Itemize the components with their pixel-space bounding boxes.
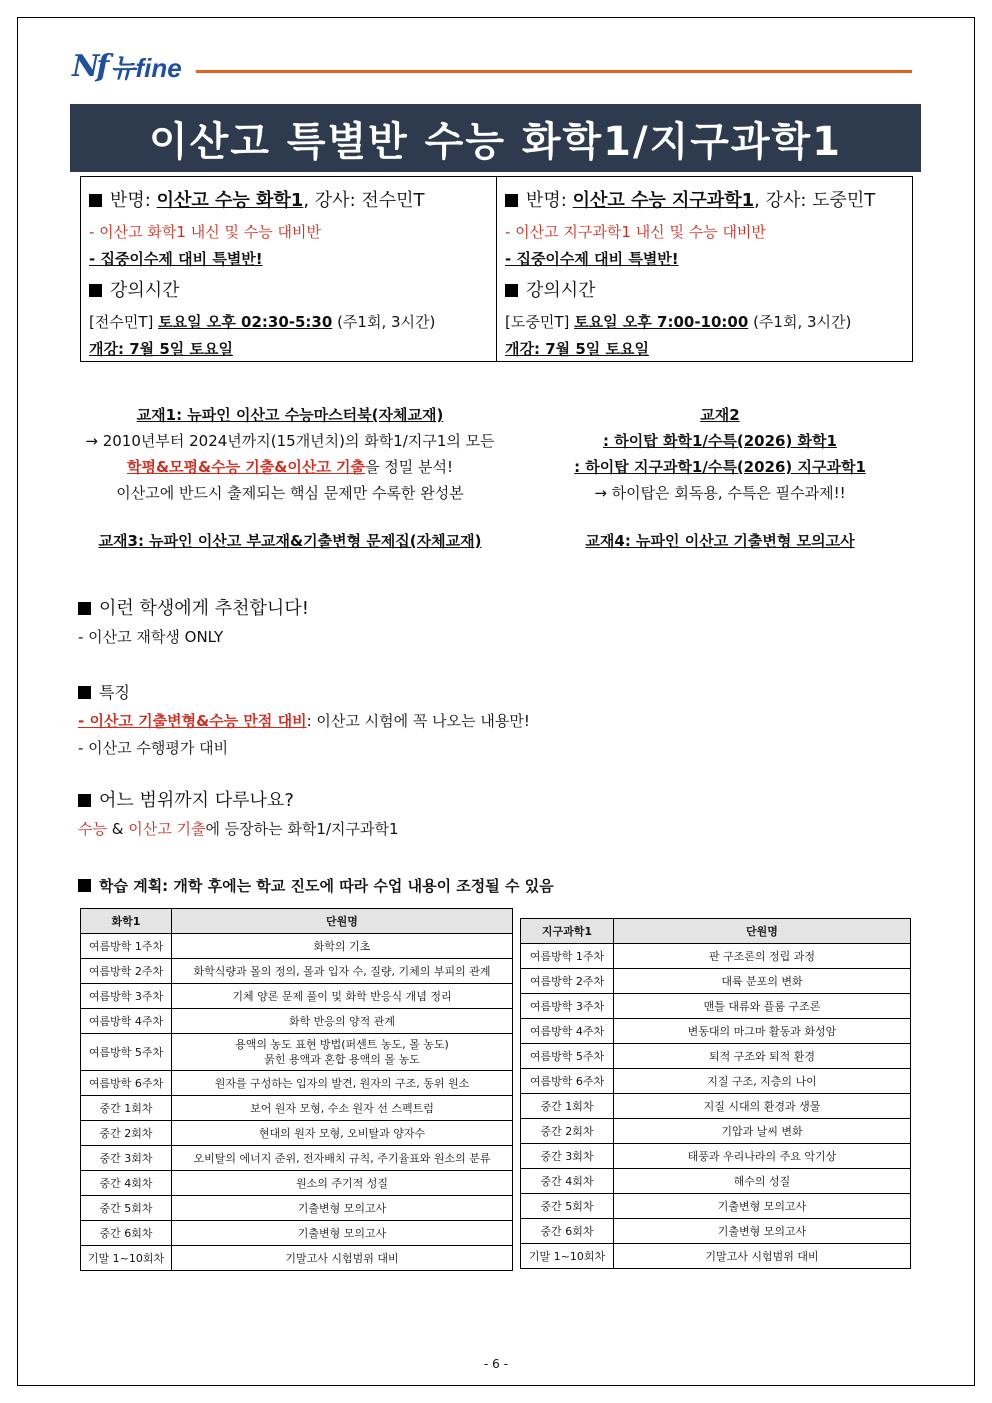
table-row xyxy=(81,1121,513,1146)
table-row xyxy=(81,1146,513,1171)
earth-science-schedule-table xyxy=(520,918,911,1269)
table-row xyxy=(521,1119,911,1144)
table-row xyxy=(81,1096,513,1121)
unit-cell: 원소의 주기적 성질 xyxy=(172,1171,513,1196)
textbook-2-item: : 하이탑 화학1/수특(2026) 화학1 xyxy=(603,432,837,450)
unit-cell: 퇴적 구조와 퇴적 환경 xyxy=(614,1044,911,1069)
logo-mark: Nf xyxy=(72,48,107,84)
session-cell: 중간 2회차 xyxy=(521,1119,614,1144)
unit-cell: 원자를 구성하는 입자의 발견, 원자의 구조, 동위 원소 xyxy=(172,1071,513,1096)
table-row xyxy=(521,1219,911,1244)
session-cell: 중간 4회차 xyxy=(81,1171,172,1196)
table-row xyxy=(521,1244,911,1269)
feature-line: - 이산고 기출변형&수능 만점 대비: 이산고 시험에 꼭 나오는 내용만! xyxy=(78,712,530,730)
square-bullet-icon xyxy=(505,194,518,207)
unit-cell: 기체 양론 문제 풀이 및 화학 반응식 개념 정리 xyxy=(172,984,513,1009)
unit-cell: 해수의 성질 xyxy=(614,1169,911,1194)
unit-cell: 기출변형 모의고사 xyxy=(614,1219,911,1244)
table-row xyxy=(81,1246,513,1271)
table-header: 화학1 xyxy=(81,909,172,934)
square-bullet-icon xyxy=(78,602,91,615)
session-cell: 중간 3회차 xyxy=(521,1144,614,1169)
square-bullet-icon xyxy=(505,284,518,297)
teacher: , 강사: 전수민T xyxy=(303,190,425,211)
textbook-4-title: 교재4: 뉴파인 이산고 기출변형 모의고사 xyxy=(585,532,855,550)
session-cell: 여름방학 2주차 xyxy=(521,969,614,994)
chemistry-schedule-table xyxy=(80,908,513,1271)
study-plan-heading: 학습 계획: 개학 후에는 학교 진도에 따라 수업 내용이 조정될 수 있음 xyxy=(78,875,554,896)
table-row xyxy=(81,984,513,1009)
session-cell: 중간 3회차 xyxy=(81,1146,172,1171)
unit-cell: 기말고사 시험범위 대비 xyxy=(614,1244,911,1269)
table-row xyxy=(521,994,911,1019)
class-desc: - 이산고 지구과학1 내신 및 수능 대비반 xyxy=(505,223,766,241)
textbook-1-title: 교재1: 뉴파인 이산고 수능마스터북(자체교재) xyxy=(136,406,444,424)
textbook-1-desc: → 2010년부터 2024년까지(15개년치)의 화학1/지구1의 모든 xyxy=(85,432,495,450)
session-cell: 여름방학 5주차 xyxy=(81,1034,172,1071)
unit-cell: 화학식량과 몰의 정의, 몰과 입자 수, 질량, 기체의 부피의 관계 xyxy=(172,959,513,984)
time-heading: 강의시간 xyxy=(505,273,904,309)
table-row xyxy=(81,1221,513,1246)
session-cell: 여름방학 3주차 xyxy=(521,994,614,1019)
table-row xyxy=(521,1169,911,1194)
session-cell: 여름방학 1주차 xyxy=(521,944,614,969)
unit-cell: 기출변형 모의고사 xyxy=(172,1196,513,1221)
unit-cell: 기출변형 모의고사 xyxy=(614,1194,911,1219)
recommend-section xyxy=(78,594,309,651)
session-cell: 여름방학 6주차 xyxy=(81,1071,172,1096)
unit-cell: 지질 시대의 환경과 생물 xyxy=(614,1094,911,1119)
unit-cell: 변동대의 마그마 활동과 화성암 xyxy=(614,1019,911,1044)
square-bullet-icon xyxy=(78,686,91,699)
session-cell: 중간 6회차 xyxy=(81,1221,172,1246)
class-heading: 반명: 이산고 수능 화학1, 강사: 전수민T xyxy=(89,183,488,219)
class-name: 이산고 수능 화학1 xyxy=(156,190,304,211)
unit-cell: 지질 구조, 지층의 나이 xyxy=(614,1069,911,1094)
session-cell: 중간 2회차 xyxy=(81,1121,172,1146)
class-time: [전수민T] 토요일 오후 02:30-5:30 (주1회, 3시간) xyxy=(89,313,436,331)
unit-cell xyxy=(172,1034,513,1071)
session-cell: 중간 5회차 xyxy=(81,1196,172,1221)
unit-cell: 보어 원자 모형, 수소 원자 선 스펙트럼 xyxy=(172,1096,513,1121)
textbooks-left xyxy=(80,402,500,554)
brand-logo xyxy=(72,48,182,84)
unit-cell: 기압과 날씨 변화 xyxy=(614,1119,911,1144)
section-heading: 특징 xyxy=(78,678,530,708)
features-section xyxy=(78,678,530,762)
page-title: 이산고 특별반 수능 화학1/지구과학1 xyxy=(148,118,842,165)
textbook-1-desc: 학평&모평&수능 기출&이산고 기출을 정밀 분석! xyxy=(126,458,454,476)
session-cell: 기말 1~10회차 xyxy=(521,1244,614,1269)
recommend-line: - 이산고 재학생 ONLY xyxy=(78,628,224,646)
table-row xyxy=(521,1019,911,1044)
table-row xyxy=(81,1071,513,1096)
session-cell: 여름방학 1주차 xyxy=(81,934,172,959)
table-header: 단원명 xyxy=(172,909,513,934)
feature-line: - 이산고 수행평가 대비 xyxy=(78,739,229,757)
table-row xyxy=(81,959,513,984)
unit-cell: 맨틀 대류와 플룸 구조론 xyxy=(614,994,911,1019)
section-heading: 이런 학생에게 추천합니다! xyxy=(78,594,309,624)
table-row xyxy=(521,1094,911,1119)
scope-line: 수능 & 이산고 기출에 등장하는 화학1/지구과학1 xyxy=(78,820,399,838)
unit-line: 묽힌 용액과 혼합 용액의 몰 농도 xyxy=(264,1053,420,1066)
session-cell: 중간 4회차 xyxy=(521,1169,614,1194)
square-bullet-icon xyxy=(89,194,102,207)
class-name: 이산고 수능 지구과학1 xyxy=(572,190,755,211)
textbook-2-desc: → 하이탑은 회독용, 수특은 필수과제!! xyxy=(594,484,846,502)
table-header: 지구과학1 xyxy=(521,919,614,944)
unit-cell: 화학의 기초 xyxy=(172,934,513,959)
session-cell: 여름방학 4주차 xyxy=(521,1019,614,1044)
class-info-chemistry xyxy=(81,177,496,361)
class-heading: 반명: 이산고 수능 지구과학1, 강사: 도중민T xyxy=(505,183,904,219)
class-desc: - 이산고 화학1 내신 및 수능 대비반 xyxy=(89,223,321,241)
class-info-box xyxy=(80,176,913,362)
table-row xyxy=(81,1034,513,1071)
logo-text: 뉴fine xyxy=(110,52,182,83)
scope-section xyxy=(78,786,399,843)
session-cell: 기말 1~10회차 xyxy=(81,1246,172,1271)
class-open-date: 개강: 7월 5일 토요일 xyxy=(505,340,649,358)
table-row xyxy=(81,1009,513,1034)
unit-cell: 대륙 분포의 변화 xyxy=(614,969,911,994)
page-number: - 6 - xyxy=(484,1357,508,1371)
unit-cell: 태풍과 우리나라의 주요 악기상 xyxy=(614,1144,911,1169)
textbook-3-title: 교재3: 뉴파인 이산고 부교재&기출변형 문제집(자체교재) xyxy=(98,532,482,550)
table-row xyxy=(521,1069,911,1094)
square-bullet-icon xyxy=(89,284,102,297)
session-cell: 여름방학 3주차 xyxy=(81,984,172,1009)
class-info-earth-science xyxy=(496,177,912,361)
square-bullet-icon xyxy=(78,879,91,892)
table-row xyxy=(81,934,513,959)
class-open-date: 개강: 7월 5일 토요일 xyxy=(89,340,233,358)
title-banner xyxy=(70,104,921,172)
teacher: , 강사: 도중민T xyxy=(754,190,876,211)
textbooks-right xyxy=(520,402,920,554)
textbook-1-desc: 이산고에 반드시 출제되는 핵심 문제만 수록한 완성본 xyxy=(116,484,464,502)
session-cell: 여름방학 4주차 xyxy=(81,1009,172,1034)
unit-cell: 판 구조론의 정립 과정 xyxy=(614,944,911,969)
unit-cell: 기출변형 모의고사 xyxy=(172,1221,513,1246)
unit-line: 용액의 농도 표현 방법(퍼센트 농도, 몰 농도) xyxy=(235,1038,449,1051)
time-heading: 강의시간 xyxy=(89,273,488,309)
table-row xyxy=(521,944,911,969)
header-rule xyxy=(196,70,912,73)
session-cell: 중간 6회차 xyxy=(521,1219,614,1244)
textbook-2-item: : 하이탑 지구과학1/수특(2026) 지구과학1 xyxy=(574,458,866,476)
session-cell: 중간 1회차 xyxy=(81,1096,172,1121)
session-cell: 여름방학 2주차 xyxy=(81,959,172,984)
class-time: [도중민T] 토요일 오후 7:00-10:00 (주1회, 3시간) xyxy=(505,313,852,331)
table-header: 단원명 xyxy=(614,919,911,944)
table-row xyxy=(81,1196,513,1221)
unit-cell: 화학 반응의 양적 관계 xyxy=(172,1009,513,1034)
unit-cell: 오비탈의 에너지 준위, 전자배치 규칙, 주기율표와 원소의 분류 xyxy=(172,1146,513,1171)
section-heading: 어느 범위까지 다루나요? xyxy=(78,786,399,816)
session-cell: 여름방학 6주차 xyxy=(521,1069,614,1094)
class-note: - 집중이수제 대비 특별반! xyxy=(89,250,263,268)
class-note: - 집중이수제 대비 특별반! xyxy=(505,250,679,268)
table-row xyxy=(521,1044,911,1069)
square-bullet-icon xyxy=(78,794,91,807)
session-cell: 중간 1회차 xyxy=(521,1094,614,1119)
unit-cell: 기말고사 시험범위 대비 xyxy=(172,1246,513,1271)
unit-cell: 현대의 원자 모형, 오비탈과 양자수 xyxy=(172,1121,513,1146)
textbook-2-title: 교재2 xyxy=(700,406,740,424)
session-cell: 중간 5회차 xyxy=(521,1194,614,1219)
session-cell: 여름방학 5주차 xyxy=(521,1044,614,1069)
table-row xyxy=(521,1144,911,1169)
table-row xyxy=(81,1171,513,1196)
table-row xyxy=(521,969,911,994)
table-row xyxy=(521,1194,911,1219)
